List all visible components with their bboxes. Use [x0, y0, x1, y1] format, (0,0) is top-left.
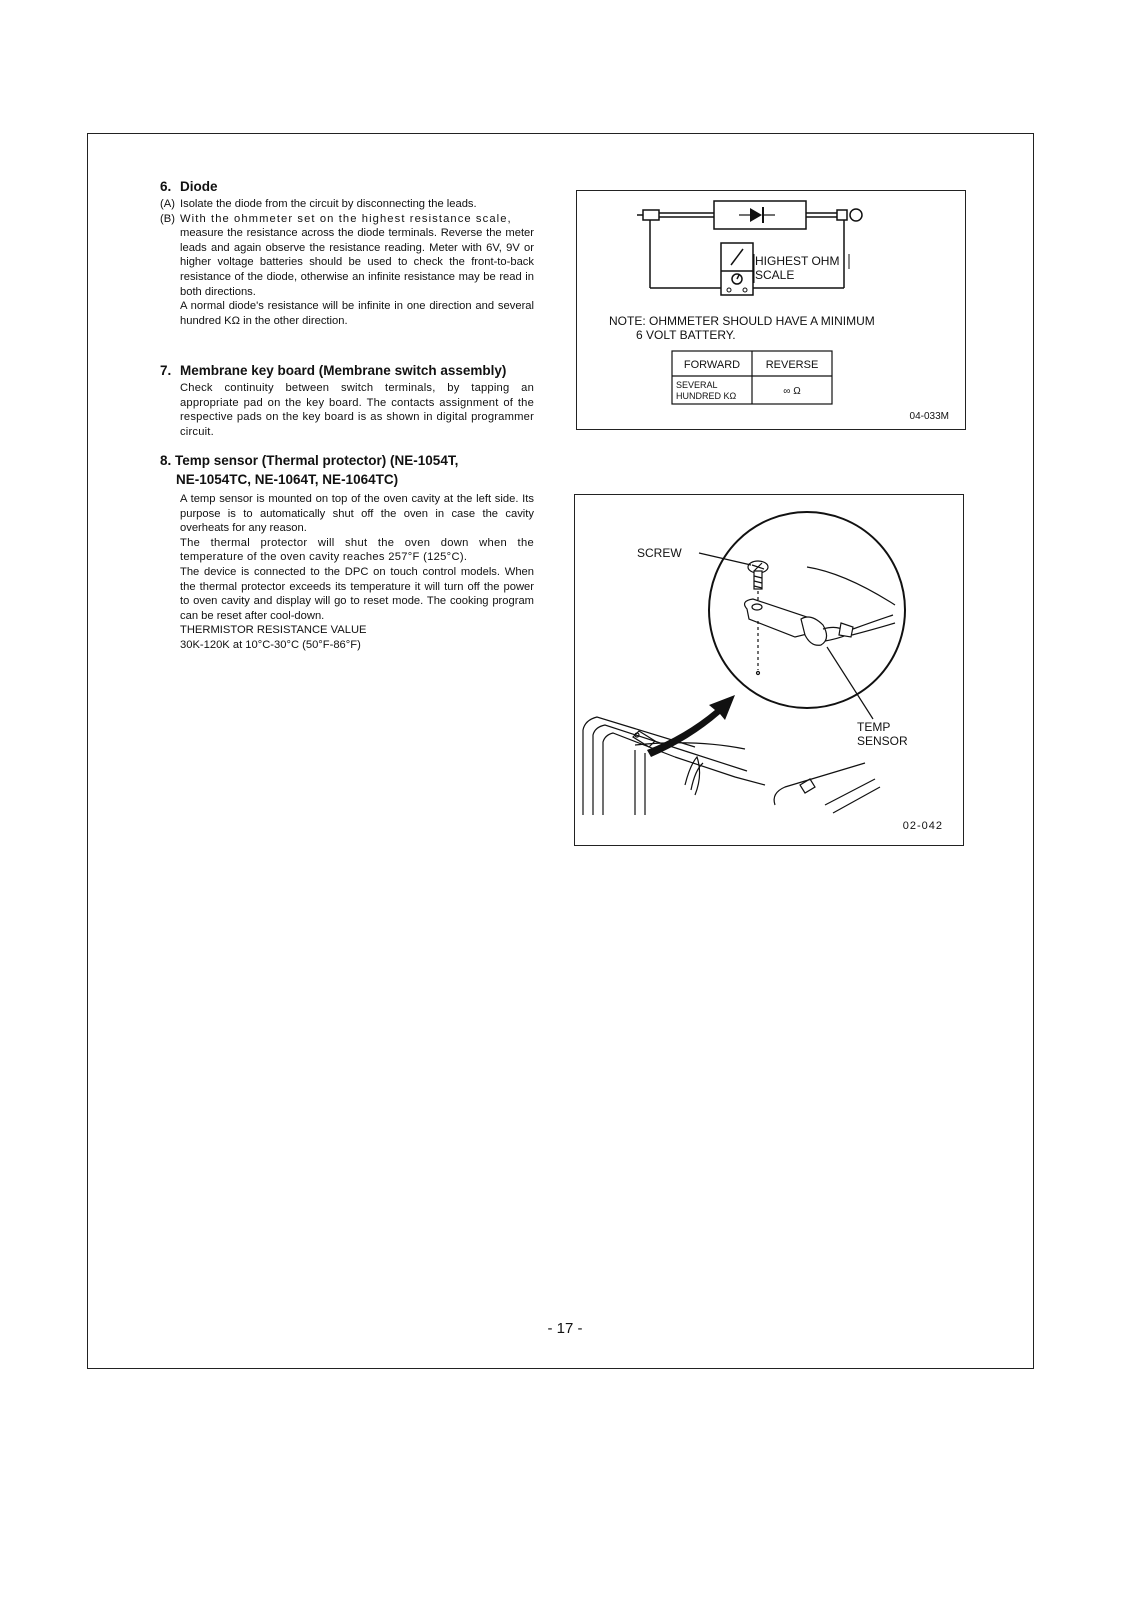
- section-diode: [160, 178, 534, 328]
- section-7-number: 7.: [160, 363, 172, 378]
- section-6-title: Diode: [180, 179, 218, 194]
- screw-label: SCREW: [637, 546, 682, 560]
- step-b-first-line: With the ohmmeter set on the highest resistance scale,: [180, 212, 512, 225]
- table-header-forward: FORWARD: [683, 359, 741, 371]
- ohmmeter-note-line2: 6 VOLT BATTERY.: [636, 328, 736, 342]
- diode-symbol: [739, 207, 775, 223]
- section-8-title-line1: 8. Temp sensor (Thermal protector) (NE-1054T,: [160, 453, 459, 468]
- magnify-arrow: [647, 695, 735, 757]
- step-b: [160, 212, 534, 227]
- page-number: - 17 -: [547, 1320, 583, 1337]
- table-forward-value-line2: HUNDRED KΩ: [676, 391, 737, 401]
- diagram-2-code: 02-042: [902, 820, 943, 832]
- section-8-title-line2: NE-1054TC, NE-1064T, NE-1064TC): [176, 472, 399, 487]
- section-7-heading: [160, 362, 534, 379]
- section-8-para-2: The thermal protector will shut the oven down when the temperature of the oven cavity reaches 257°F (125°C).: [180, 536, 534, 564]
- diagram-1-code: 04-033M: [909, 411, 949, 422]
- section-8-para-5: 30K-120K at 10°C-30°C (50°F-86°F): [180, 638, 361, 651]
- step-b-text: measure the resistance across the diode terminals. Reverse the meter leads and again observe the resistance reading. Meter with 6V, 9V or higher voltage batteries should be used to check the front-to-back resistance of the diode, otherwise an infinite resistance may be read in both directions.: [180, 227, 534, 298]
- left-terminal-clip: [643, 210, 659, 220]
- section-7-title: Membrane key board (Membrane switch assembly): [180, 363, 507, 378]
- step-a-label: (A): [160, 198, 175, 210]
- temp-sensor-drawing: [575, 495, 963, 845]
- magnified-view-circle: [709, 512, 905, 708]
- meter-label-line2: SCALE: [755, 268, 795, 282]
- diode-circuit-drawing: [577, 191, 965, 429]
- step-b-note: A normal diode's resistance will be infinite in one direction and several hundred KΩ in the other direction.: [180, 300, 534, 327]
- section-8-para-3: The device is connected to the DPC on touch control models. When the thermal protector exceeds its temperature it will turn off the power to oven cavity and display will go to reset mode. The cooking program can be reset after cool-down.: [180, 565, 534, 622]
- section-8-para-4: THERMISTOR RESISTANCE VALUE: [180, 624, 367, 637]
- table-reverse-value: ∞ Ω: [783, 386, 801, 397]
- temp-sensor-label-line2: SENSOR: [857, 734, 908, 748]
- step-b-label: (B): [160, 212, 175, 225]
- step-a-text: Isolate the diode from the circuit by disconnecting the leads.: [180, 198, 477, 210]
- ohmmeter: [721, 243, 753, 295]
- table-forward-value-line1: SEVERAL: [676, 380, 718, 390]
- meter-label-line1: HIGHEST OHM: [755, 254, 840, 268]
- section-6-heading: [160, 178, 534, 195]
- section-temp-sensor: [160, 452, 534, 653]
- section-membrane-keyboard: [160, 362, 534, 439]
- section-7-text: Check continuity between switch terminals, by tapping an appropriate pad on the key board. The contacts assignment of the respective pads on the key board is as shown in digital programmer circuit.: [180, 382, 534, 438]
- right-terminal-ring: [850, 209, 862, 221]
- temp-sensor-diagram: [574, 494, 964, 846]
- temp-sensor-label-line1: TEMP: [857, 720, 891, 734]
- section-6-number: 6.: [160, 179, 172, 194]
- table-header-reverse: REVERSE: [765, 359, 819, 371]
- step-a: [160, 197, 534, 212]
- section-8-para-1: A temp sensor is mounted on top of the oven cavity at the left side. Its purpose is to automatically shut off the oven in case the cavity overheats for any reason.: [180, 493, 534, 535]
- ohmmeter-note-line1: NOTE: OHMMETER SHOULD HAVE A MINIMUM: [609, 314, 875, 328]
- diode-test-diagram: [576, 190, 966, 430]
